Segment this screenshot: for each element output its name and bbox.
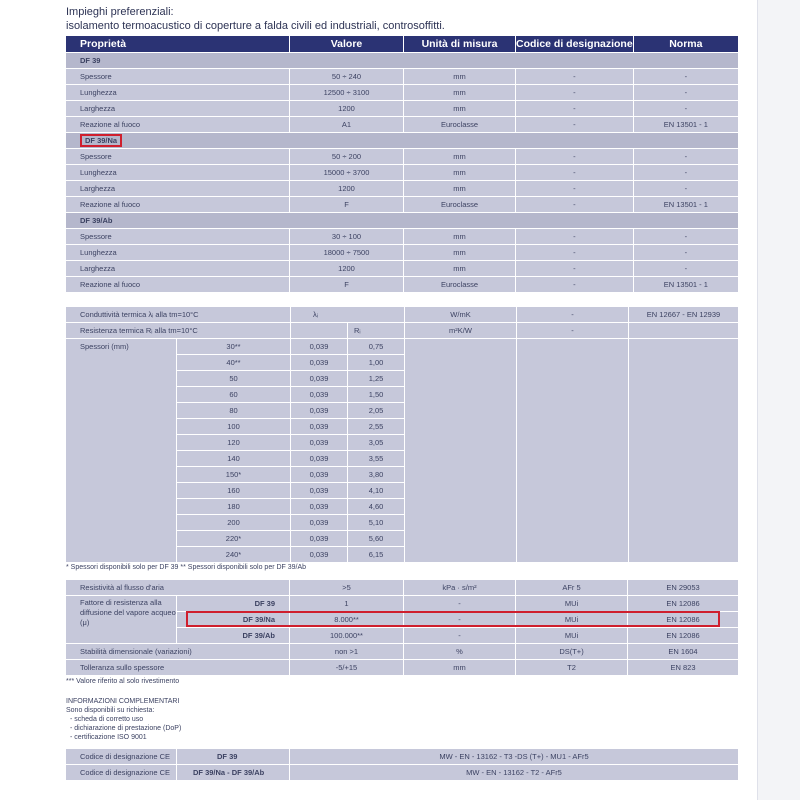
cell: 4,60: [348, 499, 404, 514]
table-row: [66, 660, 738, 675]
cell: EN 13501 - 1: [634, 197, 738, 212]
cell: MUi: [516, 612, 627, 627]
resistance-code: -: [517, 323, 628, 338]
cell: 1200: [290, 261, 403, 276]
cell: 3,05: [348, 435, 404, 450]
cell: mm: [404, 181, 515, 196]
cell: 0,039: [291, 515, 347, 530]
cell: Larghezza: [66, 181, 289, 196]
cell: Euroclasse: [404, 277, 515, 292]
tolerance-label: Tolleranza sullo spessore: [66, 660, 289, 675]
empty-cell: [517, 339, 628, 562]
cell: T2: [516, 660, 627, 675]
cell: 0,039: [291, 435, 347, 450]
table-row: [66, 580, 738, 595]
table-row: [66, 117, 738, 132]
table-row: [66, 85, 738, 100]
cell: Reazione al fuoco: [66, 117, 289, 132]
cell: MUi: [516, 596, 627, 611]
cell: -: [634, 229, 738, 244]
cell: -: [516, 229, 633, 244]
cell: mm: [404, 101, 515, 116]
cell: -: [516, 101, 633, 116]
conductivity-norm: EN 12667 - EN 12939: [629, 307, 738, 322]
stability-label: Stabilità dimensionale (variazioni): [66, 644, 289, 659]
cell: 0,039: [291, 483, 347, 498]
cell: -: [634, 165, 738, 180]
cell: 180: [177, 499, 290, 514]
cell: EN 1604: [628, 644, 738, 659]
physical-table: [65, 579, 739, 676]
cell: EN 12086: [628, 612, 738, 627]
cell: 60: [177, 387, 290, 402]
table-row: [66, 596, 738, 611]
table-row: [66, 339, 738, 354]
resistance-norm: [629, 323, 738, 338]
cell: non >1: [290, 644, 403, 659]
cell: EN 823: [628, 660, 738, 675]
cell: A1: [290, 117, 403, 132]
table-row: [66, 197, 738, 212]
header-norma: Norma: [634, 36, 738, 52]
empty-cell: [629, 339, 738, 562]
cell: 15000 ÷ 3700: [290, 165, 403, 180]
cell: 0,039: [291, 387, 347, 402]
page-right-edge: [757, 0, 800, 800]
section-df39: DF 39: [66, 53, 738, 68]
cell: 2,05: [348, 403, 404, 418]
header-proprieta: Proprietà: [66, 36, 289, 52]
cell: [291, 323, 347, 338]
cell: 1,50: [348, 387, 404, 402]
cell: -: [516, 197, 633, 212]
cell: 1,25: [348, 371, 404, 386]
thermal-table: [65, 306, 739, 563]
cell: 0,039: [291, 467, 347, 482]
table-row: [66, 165, 738, 180]
conductivity-code: -: [517, 307, 628, 322]
cell: 0,039: [291, 355, 347, 370]
cell: 0,039: [291, 419, 347, 434]
cell: 50: [177, 371, 290, 386]
cell: F: [290, 197, 403, 212]
resistance-unit: m²K/W: [405, 323, 516, 338]
cell: EN 12086: [628, 596, 738, 611]
table-row: [66, 644, 738, 659]
intro-line-1: Impieghi preferenziali:: [66, 6, 174, 18]
cell: 50 ÷ 240: [290, 69, 403, 84]
cell: EN 13501 - 1: [634, 117, 738, 132]
resistance-symbol: Rᵢ: [348, 323, 404, 338]
cell: -: [516, 181, 633, 196]
cell: Lunghezza: [66, 85, 289, 100]
cell: -: [516, 245, 633, 260]
cell: Spessore: [66, 229, 289, 244]
cell: 40**: [177, 355, 290, 370]
cell: -: [404, 612, 515, 627]
ce-code-table: [65, 748, 739, 781]
vapour-label: Fattore di resistenza alla diffusione del vapore acqueo (μ): [66, 596, 176, 643]
info-line: - scheda di corretto uso: [70, 716, 144, 723]
cell: DS(T+): [516, 644, 627, 659]
cell: MUi: [516, 628, 627, 643]
info-line: Sono disponibili su richiesta:: [66, 707, 155, 714]
section-row: [66, 133, 738, 148]
cell: 160: [177, 483, 290, 498]
ce-product: DF 39/Na - DF 39/Ab: [177, 765, 289, 780]
cell: Lunghezza: [66, 165, 289, 180]
cell: 1: [290, 596, 403, 611]
ce-label: Codice di designazione CE: [66, 765, 176, 780]
cell: Euroclasse: [404, 117, 515, 132]
table-row: [66, 101, 738, 116]
resistance-label: Resistenza termica Rᵢ alla tm=10°C: [66, 323, 290, 338]
cell: 100: [177, 419, 290, 434]
intro-line-2: isolamento termoacustico di coperture a falda civili ed industriali, controsoffitti.: [66, 20, 445, 32]
table-row: [66, 749, 738, 764]
cell: -: [634, 181, 738, 196]
cell: 80: [177, 403, 290, 418]
header-unita: Unità di misura: [404, 36, 515, 52]
table-row: [66, 229, 738, 244]
cell: Reazione al fuoco: [66, 197, 289, 212]
conductivity-label: Conduttività termica λᵢ alla tm=10°C: [66, 307, 290, 322]
section-df39-na: DF 39/Na: [80, 134, 122, 147]
ce-code: MW - EN - 13162 - T2 - AFr5: [290, 765, 738, 780]
cell: -: [516, 69, 633, 84]
cell: Spessore: [66, 149, 289, 164]
table-row: [66, 149, 738, 164]
cell: -: [634, 245, 738, 260]
cell: 220*: [177, 531, 290, 546]
cell: 140: [177, 451, 290, 466]
info-title: INFORMAZIONI COMPLEMENTARI: [66, 698, 180, 705]
info-line: - dichiarazione di prestazione (DoP): [70, 725, 182, 732]
cell: mm: [404, 660, 515, 675]
vapour-sub-df39-na: DF 39/Na: [177, 612, 289, 627]
cell: 150*: [177, 467, 290, 482]
cell: -: [634, 261, 738, 276]
cell: 0,039: [291, 451, 347, 466]
cell: -: [404, 628, 515, 643]
empty-cell: [405, 339, 516, 562]
airflow-norm: EN 29053: [628, 580, 738, 595]
cell: mm: [404, 245, 515, 260]
cell: 100.000**: [290, 628, 403, 643]
cell: 12500 ÷ 3100: [290, 85, 403, 100]
cell: F: [290, 277, 403, 292]
header-row: [66, 36, 738, 52]
cell: Larghezza: [66, 261, 289, 276]
cell: -: [516, 165, 633, 180]
cell: 4,10: [348, 483, 404, 498]
thickness-label: Spessori (mm): [66, 339, 176, 562]
cell: 30 ÷ 100: [290, 229, 403, 244]
conductivity-symbol: λᵢ: [291, 307, 404, 322]
header-valore: Valore: [290, 36, 403, 52]
section-df39-ab: DF 39/Ab: [66, 213, 738, 228]
info-line: - certificazione ISO 9001: [70, 734, 147, 741]
table-row: [66, 261, 738, 276]
cell: 50 ÷ 200: [290, 149, 403, 164]
cell: 1200: [290, 181, 403, 196]
cell: 3,55: [348, 451, 404, 466]
conductivity-unit: W/mK: [405, 307, 516, 322]
table-row: [66, 245, 738, 260]
cell: Reazione al fuoco: [66, 277, 289, 292]
cell: -: [634, 101, 738, 116]
cell: -: [634, 85, 738, 100]
info-block: [66, 697, 181, 742]
highlight-df39-na-row: [186, 611, 720, 627]
table-row: [66, 307, 738, 322]
table-row: [66, 181, 738, 196]
cell: 0,039: [291, 371, 347, 386]
cell: 0,039: [291, 531, 347, 546]
ce-code: MW - EN - 13162 - T3 -DS (T+) - MU1 - AFr5: [290, 749, 738, 764]
cell: 0,75: [348, 339, 404, 354]
cell: -: [516, 149, 633, 164]
table-row: [66, 69, 738, 84]
cell: -: [404, 596, 515, 611]
section-row: [66, 213, 738, 228]
cell: 3,80: [348, 467, 404, 482]
section-df39-na-cell: [66, 133, 738, 148]
cell: 30**: [177, 339, 290, 354]
cell: %: [404, 644, 515, 659]
cell: 18000 ÷ 7500: [290, 245, 403, 260]
cell: EN 12086: [628, 628, 738, 643]
cell: 0,039: [291, 547, 347, 562]
cell: mm: [404, 261, 515, 276]
airflow-value: >5: [290, 580, 403, 595]
cell: -: [516, 261, 633, 276]
airflow-unit: kPa · s/m²: [404, 580, 515, 595]
vapour-sub-df39: DF 39: [177, 596, 289, 611]
cell: -: [516, 117, 633, 132]
ce-label: Codice di designazione CE: [66, 749, 176, 764]
cell: 5,60: [348, 531, 404, 546]
cell: Spessore: [66, 69, 289, 84]
cell: -: [634, 69, 738, 84]
cell: -5/+15: [290, 660, 403, 675]
cell: mm: [404, 229, 515, 244]
cell: 8.000**: [290, 612, 403, 627]
cell: mm: [404, 69, 515, 84]
cell: -: [516, 85, 633, 100]
cell: 2,55: [348, 419, 404, 434]
properties-table: [65, 35, 739, 293]
coating-note: *** Valore riferito al solo rivestimento: [66, 678, 180, 685]
cell: 120: [177, 435, 290, 450]
cell: 0,039: [291, 403, 347, 418]
table-row: [66, 765, 738, 780]
ce-product: DF 39: [177, 749, 289, 764]
cell: mm: [404, 85, 515, 100]
cell: -: [634, 149, 738, 164]
thickness-note: * Spessori disponibili solo per DF 39 ** Spessori disponibili solo per DF 39/Ab: [66, 564, 307, 571]
cell: 1200: [290, 101, 403, 116]
cell: 5,10: [348, 515, 404, 530]
intro-text: [66, 5, 445, 33]
vapour-sub-df39-ab: DF 39/Ab: [177, 628, 289, 643]
cell: 6,15: [348, 547, 404, 562]
cell: mm: [404, 149, 515, 164]
table-row: [66, 323, 738, 338]
cell: Euroclasse: [404, 197, 515, 212]
section-row: [66, 53, 738, 68]
airflow-code: AFr 5: [516, 580, 627, 595]
cell: EN 13501 - 1: [634, 277, 738, 292]
airflow-label: Resistività al flusso d'aria: [66, 580, 289, 595]
cell: -: [516, 277, 633, 292]
header-codice: Codice di designazione: [516, 38, 633, 50]
cell: Larghezza: [66, 101, 289, 116]
cell: mm: [404, 165, 515, 180]
cell: Lunghezza: [66, 245, 289, 260]
cell: 240*: [177, 547, 290, 562]
cell: 0,039: [291, 499, 347, 514]
cell: 0,039: [291, 339, 347, 354]
cell: 1,00: [348, 355, 404, 370]
cell: 200: [177, 515, 290, 530]
table-row: [66, 277, 738, 292]
